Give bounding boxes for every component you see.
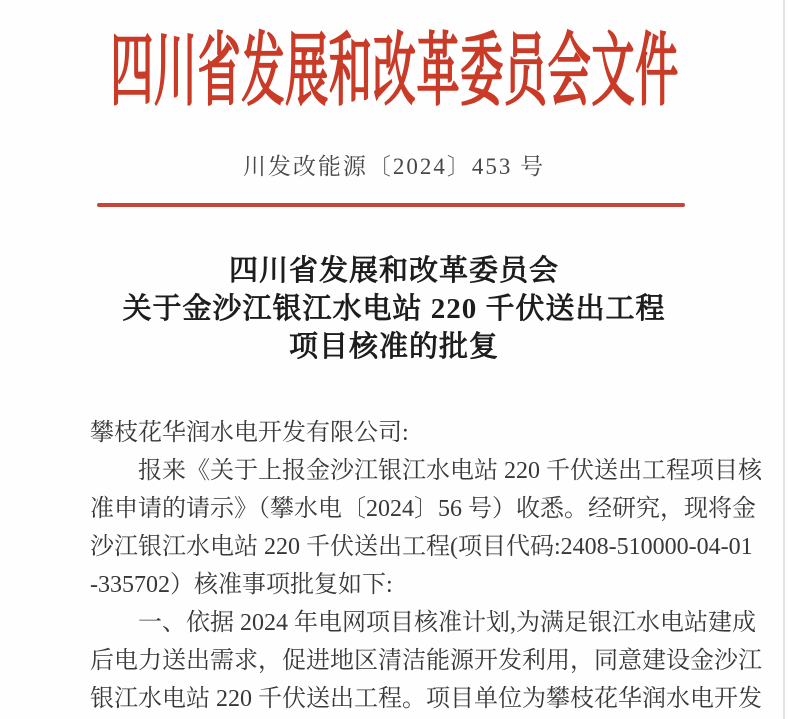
- page-edge-shadow: [783, 0, 785, 719]
- body-line: -335702）核准事项批复如下:: [90, 572, 393, 598]
- letterhead: [0, 26, 788, 118]
- document-number: 川发改能源〔2024〕453 号: [242, 154, 546, 179]
- document-title-line-1: 四川省发展和改革委员会: [228, 255, 559, 287]
- body-line: 一、依据 2024 年电网项目核准计划,为满足银江水电站建成: [138, 610, 756, 636]
- salutation-line: 攀枝花华润水电开发有限公司:: [90, 420, 409, 446]
- letterhead-title: 四川省发展和改革委员会文件: [109, 28, 679, 116]
- body-line: 银江水电站 220 千伏送出工程。项目单位为攀枝花华润水电开发: [90, 686, 762, 712]
- document-title-line-2: 关于金沙江银江水电站 220 千伏送出工程: [122, 293, 666, 325]
- document-body: [90, 414, 762, 718]
- red-divider-line: [97, 203, 685, 207]
- body-line: 准申请的请示》（攀水电〔2024〕56 号）收悉。经研究，现将金: [90, 496, 756, 522]
- body-line: 后电力送出需求，促进地区清洁能源开发利用，同意建设金沙江: [90, 648, 762, 674]
- body-line: 沙江银江水电站 220 千伏送出工程(项目代码:2408-510000-04-01: [90, 534, 753, 560]
- document-title-line-3: 项目核准的批复: [288, 331, 499, 363]
- body-line: 报来《关于上报金沙江银江水电站 220 千伏送出工程项目核: [138, 458, 762, 484]
- document-title: [0, 252, 788, 366]
